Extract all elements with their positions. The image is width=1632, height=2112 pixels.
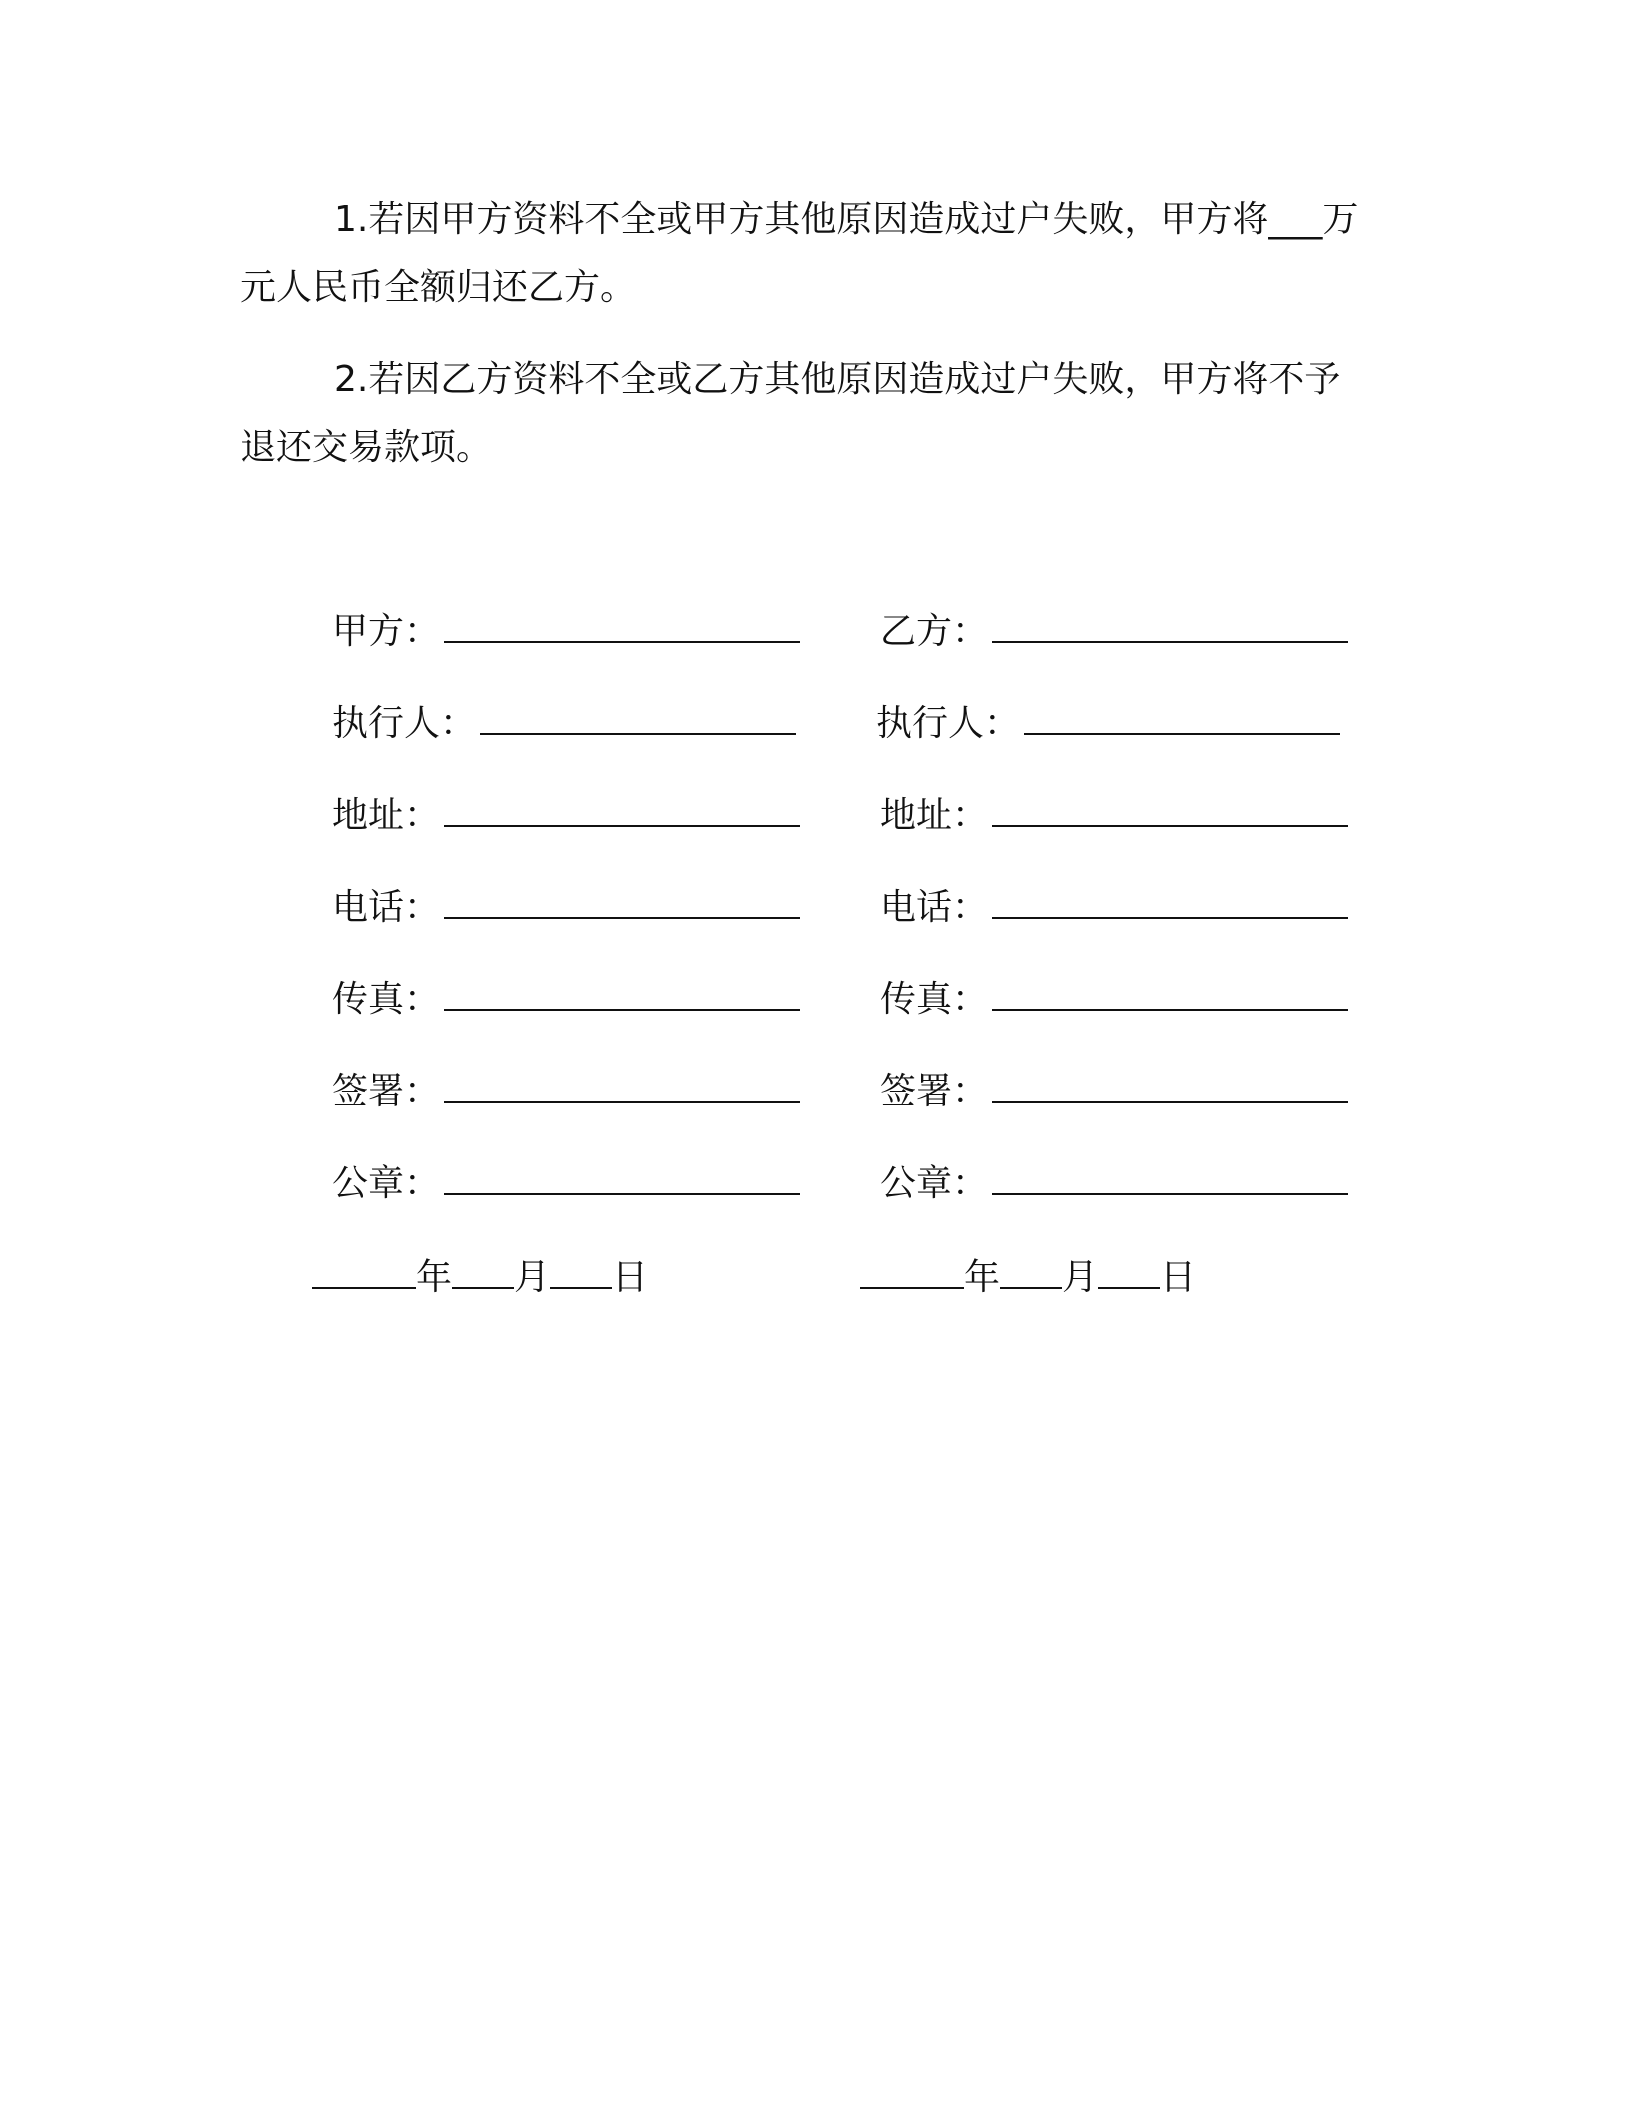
party-a-phone-row [332,884,800,932]
party-a-day-label: 日 [612,1257,649,1298]
party-b-day-blank [1098,1255,1160,1289]
clause-2: 2.若因乙方资料不全或乙方其他原因造成过户失败，甲方将不予退还交易款项。 [240,359,1341,468]
party-b-seal-row [880,1160,1348,1208]
party-b-label: 乙方： [880,611,989,652]
party-a-fax-label: 传真： [332,979,441,1020]
party-a-address-label: 地址： [332,795,441,836]
party-b-fax-label: 传真： [880,979,989,1020]
party-b-executor-row [876,700,1340,748]
party-a-executor-label: 执行人： [332,703,477,744]
party-b-seal-blank [992,1161,1348,1195]
party-b-phone-row [880,884,1348,932]
clause-1: 1.若因甲方资料不全或甲方其他原因造成过户失败，甲方将___万元人民币全额归还乙方。 [240,199,1359,308]
party-a-fax-blank [444,977,800,1011]
party-a-signature-label: 签署： [332,1071,441,1112]
party-a-name-blank [444,609,800,643]
party-b-name-row [880,608,1348,656]
party-a-executor-blank [480,701,796,735]
party-a-name-row [332,608,800,656]
party-b-executor-blank [1024,701,1340,735]
party-a-signature-blank [444,1069,800,1103]
party-a-signature-row [332,1068,800,1116]
party-b-signature-blank [992,1069,1348,1103]
party-a-phone-label: 电话： [332,887,441,928]
party-a-address-blank [444,793,800,827]
party-a-phone-blank [444,885,800,919]
party-b-day-label: 日 [1160,1257,1197,1298]
party-a-month-blank [452,1255,514,1289]
party-b-year-blank [860,1255,964,1289]
party-a-seal-row [332,1160,800,1208]
party-b-phone-blank [992,885,1348,919]
party-a-day-blank [550,1255,612,1289]
party-b-address-label: 地址： [880,795,989,836]
party-b-date-row [860,1254,1196,1302]
party-b-fax-blank [992,977,1348,1011]
party-b-month-label: 月 [1062,1257,1099,1298]
party-b-signature-row [880,1068,1348,1116]
party-a-month-label: 月 [514,1257,551,1298]
party-b-year-label: 年 [964,1257,1001,1298]
party-a-year-blank [312,1255,416,1289]
party-a-date-row [312,1254,648,1302]
party-b-address-blank [992,793,1348,827]
party-a-fax-row [332,976,800,1024]
party-b-name-blank [992,609,1348,643]
party-b-address-row [880,792,1348,840]
party-a-address-row [332,792,800,840]
party-a-year-label: 年 [416,1257,453,1298]
party-b-phone-label: 电话： [880,887,989,928]
party-a-label: 甲方： [332,611,441,652]
party-b-executor-label: 执行人： [876,703,1021,744]
party-b-signature-label: 签署： [880,1071,989,1112]
party-b-seal-label: 公章： [880,1163,989,1204]
party-a-seal-blank [444,1161,800,1195]
party-b-fax-row [880,976,1348,1024]
party-a-executor-row [332,700,796,748]
party-b-month-blank [1000,1255,1062,1289]
party-a-seal-label: 公章： [332,1163,441,1204]
